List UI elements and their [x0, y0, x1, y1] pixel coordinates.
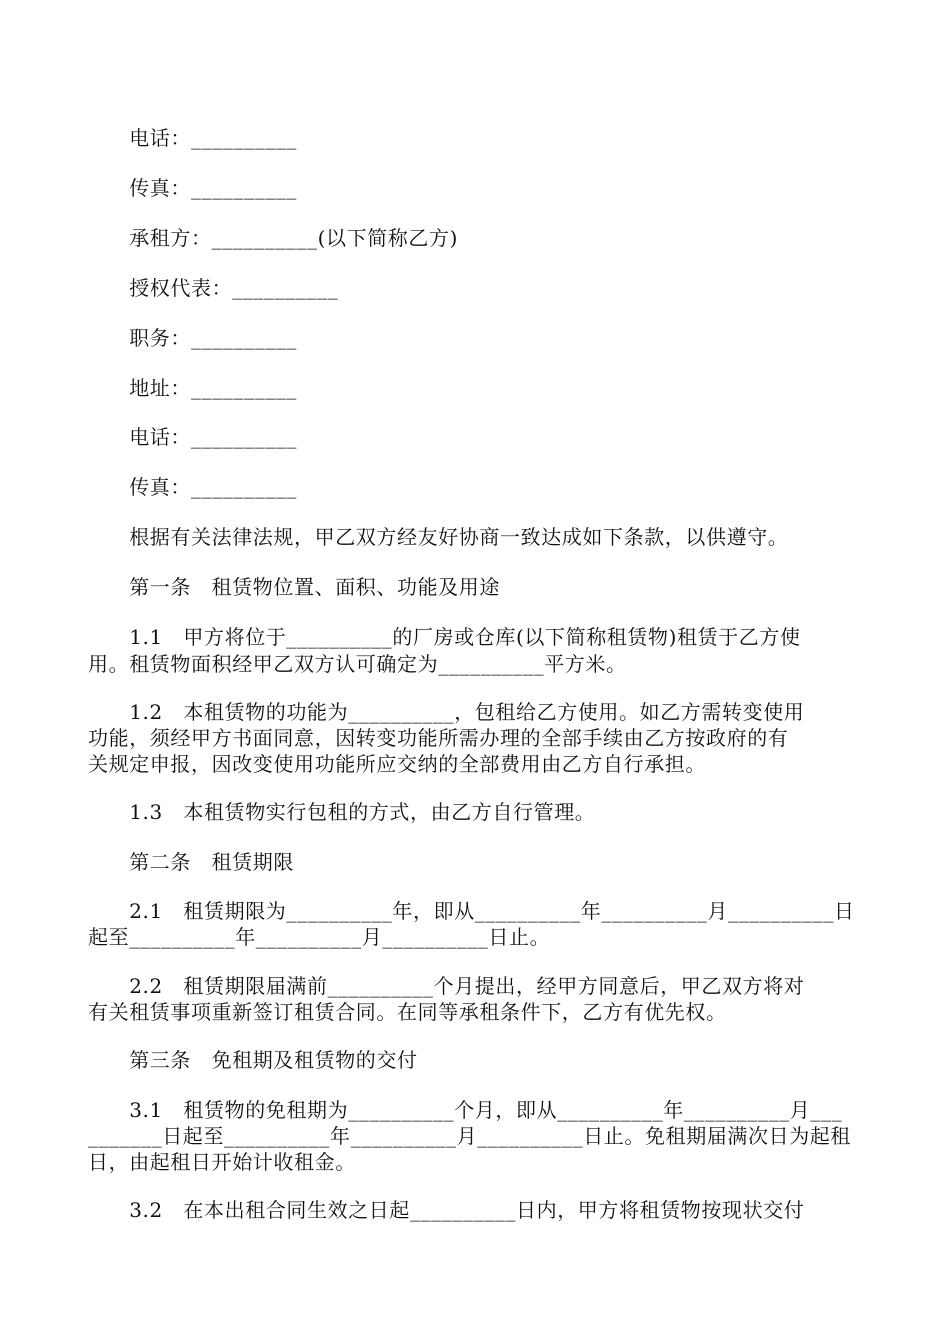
text-line: 用。租赁物面积经甲乙双方认可确定为__________平方米。	[88, 652, 627, 676]
text-line: 1.1 甲方将位于__________的厂房或仓库(以下简称租赁物)租赁于乙方使	[88, 625, 801, 649]
text-line: 1.3 本租赁物实行包租的方式，由乙方自行管理。	[88, 800, 596, 824]
text-line: 职务：__________	[88, 326, 297, 350]
text-line: 日，由起租日开始计收租金。	[88, 1150, 356, 1174]
text-line: 传真：__________	[88, 176, 297, 200]
text-line: 2.1 租赁期限为__________年，即从__________年__________月__________日	[88, 899, 855, 923]
text-line: 电话：__________	[88, 126, 297, 150]
text-line: 传真：__________	[88, 475, 297, 499]
text-line: 电话：__________	[88, 425, 297, 449]
text-line: 3.1 租赁物的免租期为__________个月，即从__________年__________月___	[88, 1098, 843, 1122]
text-line: 起至__________年__________月__________日止。	[88, 925, 551, 949]
section-heading: 第三条 免租期及租赁物的交付	[88, 1048, 418, 1072]
text-line: 1.2 本租赁物的功能为__________，包租给乙方使用。如乙方需转变使用	[88, 700, 805, 724]
section-heading: 第一条 租赁物位置、面积、功能及用途	[88, 575, 500, 599]
text-line: 有关租赁事项重新签订租赁合同。在同等承租条件下，乙方有优先权。	[88, 1000, 727, 1024]
text-line: 3.2 在本出租合同生效之日起__________日内，甲方将租赁物按现状交付	[88, 1198, 805, 1222]
text-line: 根据有关法律法规，甲乙双方经友好协商一致达成如下条款，以供遵守。	[88, 525, 789, 549]
text-line: 功能，须经甲方书面同意，因转变功能所需办理的全部手续由乙方按政府的有	[88, 726, 789, 750]
text-line: 地址：__________	[88, 376, 297, 400]
section-heading: 第二条 租赁期限	[88, 850, 294, 874]
text-line: 授权代表：__________	[88, 276, 339, 300]
text-line: 关规定申报，因改变使用功能所应交纳的全部费用由乙方自行承担。	[88, 752, 706, 776]
text-line: 2.2 租赁期限届满前__________个月提出，经甲方同意后，甲乙双方将对	[88, 974, 805, 998]
text-line: _______日起至__________年__________月__________日止。免租期届满次日为起租	[88, 1124, 851, 1148]
text-line: 承租方：__________(以下简称乙方)	[88, 226, 459, 250]
